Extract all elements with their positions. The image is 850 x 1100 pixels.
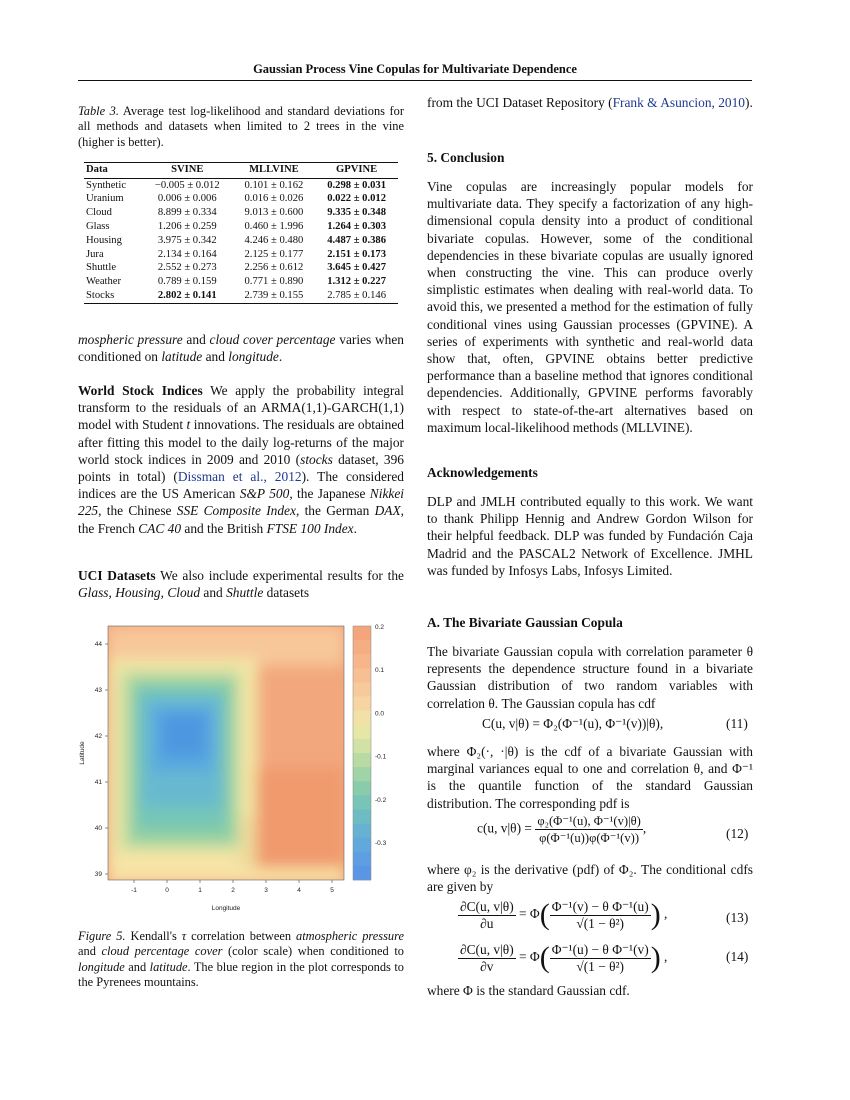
row-name: Weather: [86, 276, 122, 288]
header-rule: [78, 80, 752, 81]
cell-mllvine: 0.460 ± 1.996: [244, 220, 304, 232]
x-tick-label: 2: [231, 887, 235, 894]
color-scale-swatch: [353, 640, 371, 654]
eq14-rhs-den: √(1 − θ²): [576, 958, 625, 974]
text-italic: stocks: [300, 451, 333, 467]
eq13-paren-close: ): [650, 898, 661, 931]
text-italic: CAC 40: [138, 520, 182, 536]
col-header-mllvine: MLLVINE: [233, 163, 316, 179]
text-italic: latitude: [149, 959, 188, 974]
y-axis-label: Latitude: [79, 741, 86, 765]
table-row: [84, 289, 398, 303]
x-tick-label: 3: [264, 887, 268, 894]
eq14-rhs-num: Φ⁻¹(u) − θ Φ⁻¹(v): [551, 941, 649, 957]
text-italic: cloud percentage cover: [101, 944, 223, 959]
row-name: Uranium: [86, 193, 124, 205]
text: .: [278, 349, 283, 365]
eq13-rhs-den: √(1 − θ²): [576, 915, 625, 931]
cell-svine: 2.134 ± 0.164: [157, 248, 217, 260]
equation-11: C(u, v|θ) = Φ₂(Φ⁻¹(u), Φ⁻¹(v))|θ),: [482, 716, 664, 731]
text: and: [124, 959, 150, 974]
text-italic: atmospheric pressure: [296, 929, 404, 943]
cell-mllvine: 9.013 ± 0.600: [244, 207, 304, 219]
appendix-paragraph-1: The bivariate Gaussian copula with correlation parameter θ represents the dependence structure found in a bivariate Gaussian distribution of two random variables with correlation θ. The Gaussian copula has cdf: [427, 644, 753, 711]
x-tick-label: -1: [131, 887, 137, 894]
eq13-paren-open: (: [539, 898, 550, 931]
appendix-last-line: where Φ is the standard Gaussian cdf.: [427, 983, 630, 998]
table-caption-label: Table 3.: [78, 104, 119, 118]
eq14-lhs-num: ∂C(u, v|θ): [460, 941, 514, 957]
stock-indices-paragraph: [78, 382, 404, 537]
cell-gpvine: 1.264 ± 0.303: [327, 220, 387, 232]
x-axis-label: Longitude: [211, 905, 241, 912]
cell-gpvine: 2.151 ± 0.173: [327, 248, 387, 260]
equation-14: $\frac{\partial C(u, v|\theta)}{\partial v}$ = Φ( $\frac{\text{Φ⁻¹(u) − θ Φ⁻¹(v)}}{\text{√(1 − θ²)}}$ ) ,: [460, 941, 668, 974]
cell-mllvine: 2.739 ± 0.155: [233, 289, 316, 303]
color-scale-bar: [353, 624, 387, 880]
stock-indices-heading: World Stock Indices: [78, 383, 203, 398]
y-tick-label: 40: [94, 825, 102, 832]
table-row: [84, 276, 398, 290]
color-scale-swatch: [353, 781, 371, 795]
acknowledgements-heading: Acknowledgements: [427, 465, 538, 480]
eq14-phi: = Φ: [519, 949, 540, 965]
color-scale-swatch: [353, 767, 371, 781]
text: , the French: [78, 503, 404, 536]
text-italic: Cloud: [167, 585, 201, 601]
results-table: [84, 162, 398, 304]
text-italic: t: [186, 417, 191, 433]
text: We apply the probability integral transform to the residuals of an ARMA(1,1)-GARCH(1,1) model with Student: [78, 383, 404, 433]
cell-mllvine: 2.256 ± 0.612: [244, 262, 304, 274]
x-axis: [131, 880, 334, 894]
text-italic: FTSE 100 Index: [266, 520, 354, 536]
text: (color scale) when conditioned to: [222, 944, 405, 959]
eq14-lhs-den: ∂v: [480, 958, 494, 974]
equation-12: c(u, v|θ) = $\frac{\text{φ₂(Φ⁻¹(u), Φ⁻¹(v)|θ)}}{\text{φ(Φ⁻¹(u))φ(Φ⁻¹(v))}}$ ,: [477, 814, 647, 845]
text: from the UCI Dataset Repository (: [427, 95, 613, 110]
contour-orange-right: [256, 768, 344, 868]
cell-mllvine: 4.246 ± 0.480: [244, 234, 304, 246]
equation-12-number: (12): [726, 826, 749, 841]
color-scale-swatch: [353, 697, 371, 711]
text-italic: Glass: [78, 585, 109, 601]
text-italic: Nikkei 225: [78, 486, 404, 519]
uci-datasets-heading: UCI Datasets: [78, 568, 156, 583]
eq14-paren-close: ): [650, 941, 661, 974]
eq13-lhs-num: ∂C(u, v|θ): [460, 898, 514, 914]
contour-plot-area: [108, 626, 344, 883]
figure-caption: [78, 929, 404, 991]
color-scale-swatch: [353, 852, 371, 866]
text-italic: cloud cover percentage: [209, 332, 336, 347]
text: ,: [108, 585, 116, 601]
eq12-lhs: c(u, v|θ) =: [477, 820, 532, 836]
cell-svine: 2.552 ± 0.273: [157, 262, 217, 274]
text-italic: S&P 500: [239, 486, 290, 502]
uci-datasets-paragraph: [78, 567, 404, 601]
color-scale-swatch: [353, 739, 371, 753]
color-scale-swatch: [353, 824, 371, 838]
acknowledgements-paragraph: DLP and JMLH contributed equally to this work. We want to thank Philipp Hennig and Andrew Gordon Wilson for their helpful feedback. DLP was funded by Fundación Caja Madrid and the PASCAL2 Network of Excellence. JMHL was funded by Infosys Labs, Infosys Limited.: [427, 494, 753, 578]
text: , the Chinese: [98, 503, 177, 519]
table-row: [84, 220, 398, 234]
equation-14-number: (14): [726, 949, 749, 964]
col-header-svine: SVINE: [142, 163, 233, 179]
text: dataset, 396 points in total) (: [78, 451, 404, 485]
text: varies when conditioned on: [78, 332, 404, 365]
text: and: [202, 349, 229, 365]
text: We also include experimental results for the: [155, 568, 404, 583]
cell-mllvine: 0.771 ± 0.890: [244, 276, 304, 288]
row-name: Jura: [86, 248, 104, 260]
cell-svine: 8.899 ± 0.334: [157, 207, 217, 219]
cell-svine: 0.789 ± 0.159: [157, 276, 217, 288]
equation-11-number: (11): [726, 716, 748, 731]
cell-gpvine: 0.022 ± 0.012: [327, 193, 387, 205]
color-scale-swatch: [353, 753, 371, 767]
cell-mllvine: 0.101 ± 0.162: [244, 179, 304, 191]
text: ).: [745, 95, 753, 110]
cell-mllvine: 0.016 ± 0.026: [244, 193, 304, 205]
appendix-heading: A. The Bivariate Gaussian Copula: [427, 615, 623, 630]
color-scale-label: 0.1: [375, 667, 385, 675]
cell-gpvine: 2.785 ± 0.146: [315, 289, 398, 303]
left-para-continued: [78, 331, 404, 365]
text: and: [182, 332, 210, 347]
color-scale-swatch: [353, 682, 371, 696]
cell-gpvine: 3.645 ± 0.427: [327, 262, 387, 274]
table-row: [84, 179, 398, 193]
text-italic: Housing: [115, 585, 161, 601]
figure-caption-label: Figure 5.: [78, 929, 126, 943]
table-row: [84, 262, 398, 276]
cell-svine: 2.802 ± 0.141: [142, 289, 233, 303]
y-tick-label: 39: [94, 871, 102, 878]
text-italic: mospheric pressure: [78, 332, 183, 347]
table-header-row: [84, 163, 398, 179]
color-scale-swatch: [353, 668, 371, 682]
col-header-data: Data: [84, 163, 142, 179]
eq13-rhs-num: Φ⁻¹(v) − θ Φ⁻¹(u): [551, 898, 649, 914]
text: correlation between: [186, 929, 297, 943]
cell-mllvine: 2.125 ± 0.177: [244, 248, 304, 260]
color-scale-swatch: [353, 795, 371, 809]
color-scale-label: 0.2: [375, 624, 385, 631]
y-axis: [95, 641, 108, 878]
text: and: [200, 585, 227, 601]
equation-13: $\frac{\partial C(u, v|\theta)}{\partial u}$ = Φ( $\frac{\text{Φ⁻¹(v) − θ Φ⁻¹(u)}}{\text{√(1 − θ²)}}$ ) ,: [460, 898, 668, 931]
text: .: [353, 520, 357, 536]
color-scale-swatch: [353, 838, 371, 852]
text: Kendall's: [125, 929, 182, 943]
y-tick-label: 44: [94, 641, 102, 648]
row-name: Stocks: [84, 289, 142, 303]
x-tick-label: 4: [297, 887, 301, 894]
contour-deep-blue: [162, 714, 206, 756]
cell-gpvine: 4.487 ± 0.386: [327, 234, 387, 246]
row-name: Synthetic: [86, 179, 127, 191]
eq12-numerator: φ₂(Φ⁻¹(u), Φ⁻¹(v)|θ): [537, 814, 641, 828]
text-italic: longitude: [228, 349, 279, 365]
y-tick-label: 42: [94, 733, 102, 740]
eq13-phi: = Φ: [519, 906, 540, 922]
cell-gpvine: 9.335 ± 0.348: [327, 207, 387, 219]
appendix-paragraph-3: where φ₂ is the derivative (pdf) of Φ₂. The conditional cdfs are given by: [427, 862, 753, 895]
text: ,: [160, 585, 168, 601]
table-row: [84, 248, 398, 262]
table-row: [84, 234, 398, 248]
citation-link-dissman[interactable]: Dissman et al., 2012: [177, 469, 302, 485]
text-italic: DAX: [374, 503, 401, 519]
y-tick-label: 41: [94, 779, 102, 786]
x-tick-label: 5: [330, 887, 334, 894]
table-row: [84, 193, 398, 207]
col-header-gpvine: GPVINE: [315, 163, 398, 179]
cell-gpvine: 0.298 ± 0.031: [327, 179, 387, 191]
text-italic: SSE Composite Index: [176, 503, 296, 519]
color-scale-swatch: [353, 626, 371, 640]
running-header: Gaussian Process Vine Copulas for Multivariate Dependence: [253, 62, 577, 76]
row-name: Cloud: [86, 207, 112, 219]
color-scale-label: -0.3: [375, 840, 387, 847]
eq14-paren-open: (: [539, 941, 550, 974]
contour-tongue: [240, 818, 254, 868]
row-name: Shuttle: [86, 262, 117, 274]
appendix-paragraph-2: where Φ₂(·, ·|θ) is the cdf of a bivariate Gaussian with marginal variances equal to one and correlation θ, and Φ⁻¹ is the quantile function of the standard Gaussian distribution. The corresponding pdf is: [427, 744, 753, 811]
color-scale-label: -0.1: [375, 753, 387, 761]
cell-svine: 1.206 ± 0.259: [157, 220, 217, 232]
table-row: [84, 207, 398, 221]
color-scale-swatch: [353, 809, 371, 823]
cell-gpvine: 1.312 ± 0.227: [327, 276, 387, 288]
y-tick-label: 43: [94, 687, 102, 694]
text-italic: Shuttle: [226, 585, 264, 601]
equation-13-number: (13): [726, 910, 749, 925]
cell-svine: 0.006 ± 0.006: [157, 193, 217, 205]
cell-svine: −0.005 ± 0.012: [154, 179, 220, 191]
conclusion-heading: 5. Conclusion: [427, 150, 505, 165]
right-para-continued: [427, 94, 753, 111]
row-name: Housing: [86, 234, 122, 246]
eq12-denominator: φ(Φ⁻¹(u))φ(Φ⁻¹(v)): [539, 831, 640, 845]
eq13-lhs-den: ∂u: [480, 915, 494, 931]
text-italic: longitude: [78, 959, 125, 974]
row-name: Glass: [86, 220, 110, 232]
text: . The blue region in the plot corresponds to the Pyrenees mountains.: [78, 959, 404, 990]
text-italic: latitude: [161, 349, 203, 365]
text: datasets: [263, 585, 310, 601]
x-tick-label: 1: [198, 887, 202, 894]
table-caption-text: Average test log-likelihood and standard deviations for all methods and datasets when limited to 2 trees in the vine (higher is better).: [78, 104, 404, 149]
conclusion-paragraph: Vine copulas are increasingly popular models for multivariate data. They specify a factorization of any high-dimensional copula density into a product of conditional bivariate copulas. However, some of the conditional dependencies in these bivariate copulas are usually ignored when constructing the vine. This can produce overly simplistic estimates when dealing with real-world data. To avoid this, we presented a method for the estimation of fully conditional vines using Gaussian processes (GPVINE). A series of experiments with synthetic and real-world data show that, often, GPVINE obtains better predictive performance than a baseline method that ignores conditional dependencies. Additionally, GPVINE performs favorably with respect to state-of-the-art alternatives based on maximum local-likelihood methods (MLLVINE).: [427, 179, 753, 435]
citation-link-frank[interactable]: Frank & Asuncion, 2010: [612, 95, 745, 110]
text: innovations. The residuals are obtained after fitting this model to the daily log-returns of the major world stock indices in 2009 and 2010 (: [78, 417, 404, 467]
text: and: [78, 944, 102, 959]
color-scale-label: -0.2: [375, 796, 387, 804]
x-tick-label: 0: [165, 887, 169, 894]
color-scale-label: 0.0: [375, 710, 385, 718]
text: ). The considered indices are the US American: [78, 469, 404, 502]
text: , the German: [295, 503, 375, 519]
text: , the Japanese: [289, 486, 370, 502]
table-caption: [78, 104, 404, 150]
kendall-tau-contour-figure: [78, 618, 404, 918]
text: and the British: [181, 520, 267, 536]
color-scale-swatch: [353, 654, 371, 668]
cell-svine: 3.975 ± 0.342: [157, 234, 217, 246]
color-scale-swatch: [353, 711, 371, 725]
color-scale-swatch: [353, 725, 371, 739]
text-italic: τ: [181, 929, 187, 943]
color-scale-swatch: [353, 866, 371, 880]
